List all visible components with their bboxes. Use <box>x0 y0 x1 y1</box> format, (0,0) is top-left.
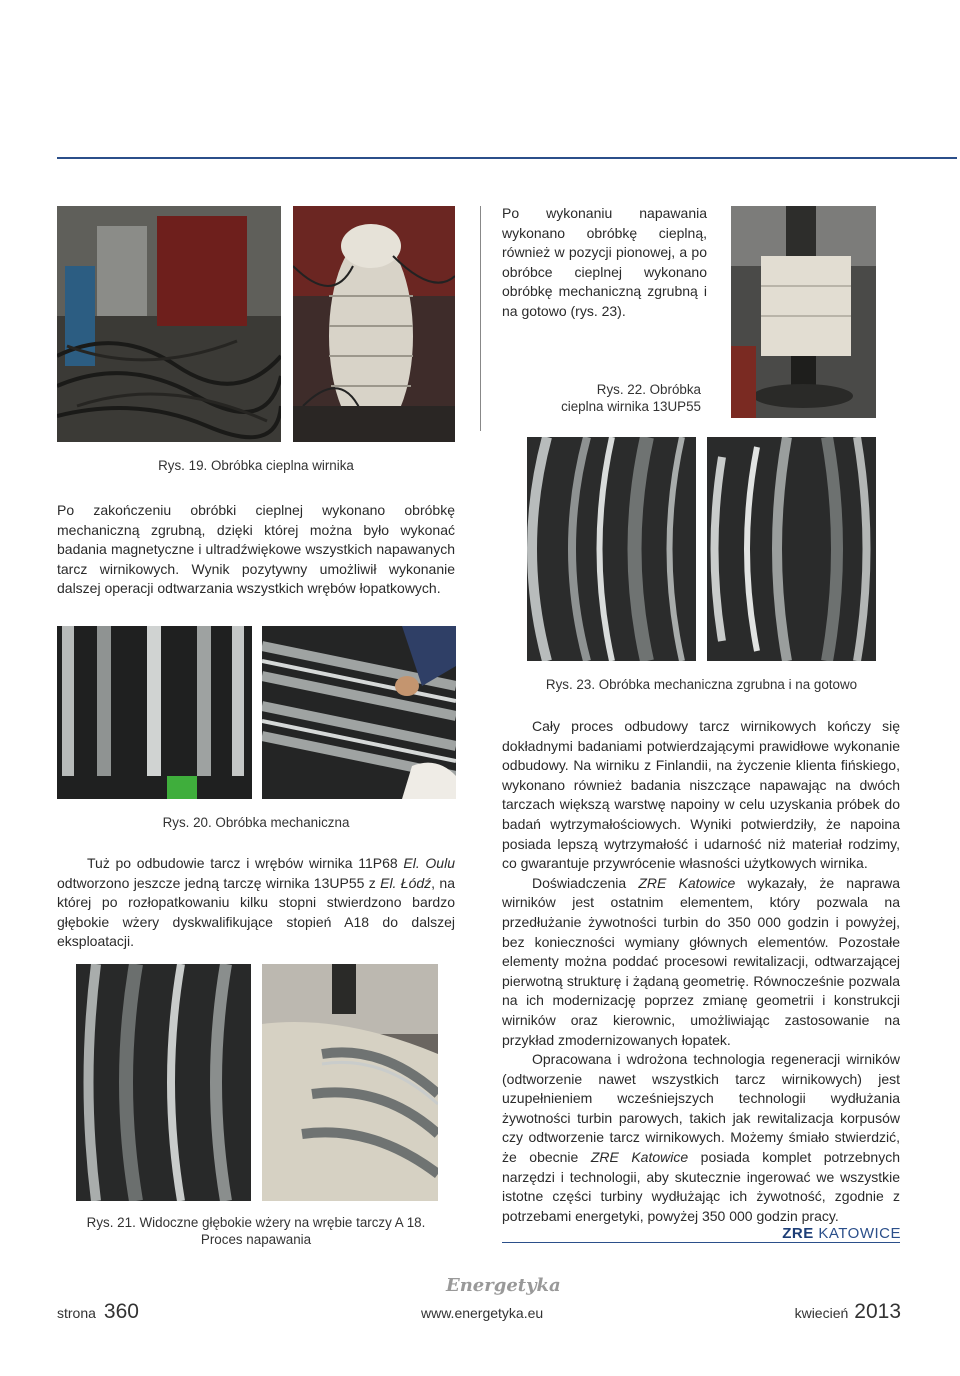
paragraph-right-2-part-a: Doświadczenia <box>532 874 639 891</box>
logo-bold: ZRE <box>782 1225 814 1242</box>
figure-caption-rys20: Rys. 20. Obróbka mechaniczna <box>162 815 350 830</box>
column-divider <box>480 206 481 431</box>
paragraph-right-3 <box>502 1050 900 1226</box>
company-name: ZRE Katowice <box>638 874 736 891</box>
page-label: strona <box>57 1305 96 1321</box>
photo-vertical-rotor-wrapped <box>731 206 876 418</box>
plant-name-oulu: El. Oulu <box>403 855 455 871</box>
caption-rys22-line2: cieplna wirnika 13UP55 <box>561 399 701 414</box>
page-number-value: 360 <box>103 1300 139 1323</box>
photo-deep-pitting <box>76 964 251 1201</box>
caption-rys21-line2: Proces napawania <box>200 1232 312 1247</box>
paragraph-left-2-part-c: , na której po rozłopatkowaniu kilku stopni stwierdzono bardzo głębokie wżery dyskwalifikujące stopień A18 do dalszej eksploatacji. <box>57 874 455 950</box>
page-number <box>57 1300 139 1324</box>
plant-name-lodz: El. Łódź <box>380 874 432 891</box>
issue-date <box>795 1300 901 1324</box>
photo-welding-process <box>262 964 438 1201</box>
paragraph-right-1: Cały proces odbudowy tarcz wirnikowych kończy się dokładnymi badaniami potwierdzającymi prawidłowe wykonanie odbudowy. Na wirniku z Finlandii, na życzenie klienta fińskiego, wykonano również badania niszczące napawając na dwóch tarczach większą warstwę napoiny w celu uzyskania próbek do badań wytrzymałościowych. Wyniki potwierdziły, że napoina posiada lepszą wytrzymałość i udarność niż materiał rodzimy, co gwarantuje przywrócenie własności użytkowych wirnika. <box>502 718 900 872</box>
figure-caption-rys21 <box>57 1214 455 1248</box>
paragraph-right-2-part-b: wykazały, że naprawa wirników jest ostatnim elementem, który pozwala na przedłużanie żywotności turbin do 350 000 godzin i powyżej, bez konieczności wymiany głównych elementów. Pozostałe elementy można poddać procesowi rewitalizacji, odtwarzającej pierwotną strukturę i żądaną geometrię. Równocześnie pozwala na ich modernizację poprzez zmianę geometrii i konstrukcji wirników oraz kierownic, umożliwiając zastosowanie na przykład zmodernizowanych łopatek. <box>502 874 900 1048</box>
paragraph-left-1: Po zakończeniu obróbki cieplnej wykonano obróbkę mechaniczną zgrubną, dzięki której można było wykonać badania magnetyczne i ultradźwiękowe wszystkich napawanych tarcz wirnikowych. Wynik pozytywny umożliwił wykonanie dalszej operacji odtwarzania wszystkich wrębów łopatkowych. <box>57 502 455 597</box>
company-name: ZRE Katowice <box>590 1149 689 1166</box>
photo-heat-treatment-wires <box>57 206 281 442</box>
paragraph-top-right: Po wykonaniu napawania wykonano obróbkę cieplną, również w pozycji pionowej, a po obróbce cieplnej wykonano obróbkę mechaniczną zgrubną i na gotowo (rys. 23). <box>502 205 707 319</box>
caption-rys21-line1: Rys. 21. Widoczne głębokie wżery na wrębie tarczy A 18. <box>86 1215 426 1230</box>
paragraph-left-2-part-b: odtworzono jeszcze jedną tarczę wirnika 13UP55 z <box>57 874 381 891</box>
paragraph-left-2 <box>57 854 455 952</box>
logo-rest: KATOWICE <box>813 1225 901 1242</box>
figure-caption-rys23: Rys. 23. Obróbka mechaniczna zgrubna i na gotowo <box>545 677 858 692</box>
photo-mechanical-machining-1 <box>57 626 252 799</box>
issue-year: 2013 <box>854 1300 901 1323</box>
paragraph-left-2-part-a: Tuż po odbudowie tarcz i wrębów wirnika 11P68 <box>87 855 404 871</box>
website-link[interactable]: www.energetyka.eu <box>421 1305 544 1321</box>
photo-mechanical-machining-2 <box>262 626 456 799</box>
figure-caption-rys22 <box>530 381 701 415</box>
figure-caption-rys19: Rys. 19. Obróbka cieplna wirnika <box>158 458 354 473</box>
paragraph-right-3-part-b: posiada komplet potrzebnych narzędzi i technologii, aby skutecznie ingerować we wszystkie istotne części turbiny wydłużając ich żywotność, zgodnie z potrzebami energetyki, powyżej 350 000 godzin pracy. <box>502 1149 900 1224</box>
photo-machined-disc-2 <box>707 437 876 661</box>
paragraph-right-3-part-a: Opracowana i wdrożona technologia regeneracji wirników (odtworzenie nawet wszystkich tarcz wirnikowych) jest uzupełnieniem wcześniejszych technologii wydłużania żywotności turbin parowych, takich jak rewitalizacja korpusów czy odtworzenie tarcz wirnikowych. Możemy śmiało stwierdzić, że obecnie <box>502 1051 900 1166</box>
photo-wrapped-rotor <box>293 206 455 442</box>
issue-month: kwiecień <box>794 1305 849 1321</box>
photo-machined-disc-1 <box>527 437 696 661</box>
zre-katowice-logo <box>782 1225 901 1242</box>
caption-rys22-line1: Rys. 22. Obróbka <box>596 382 701 397</box>
logo-rule <box>502 1242 900 1243</box>
magazine-logo: Energetyka <box>446 1275 561 1296</box>
paragraph-right-2 <box>502 874 900 1050</box>
right-column-body <box>502 717 900 1226</box>
header-rule <box>57 157 957 159</box>
